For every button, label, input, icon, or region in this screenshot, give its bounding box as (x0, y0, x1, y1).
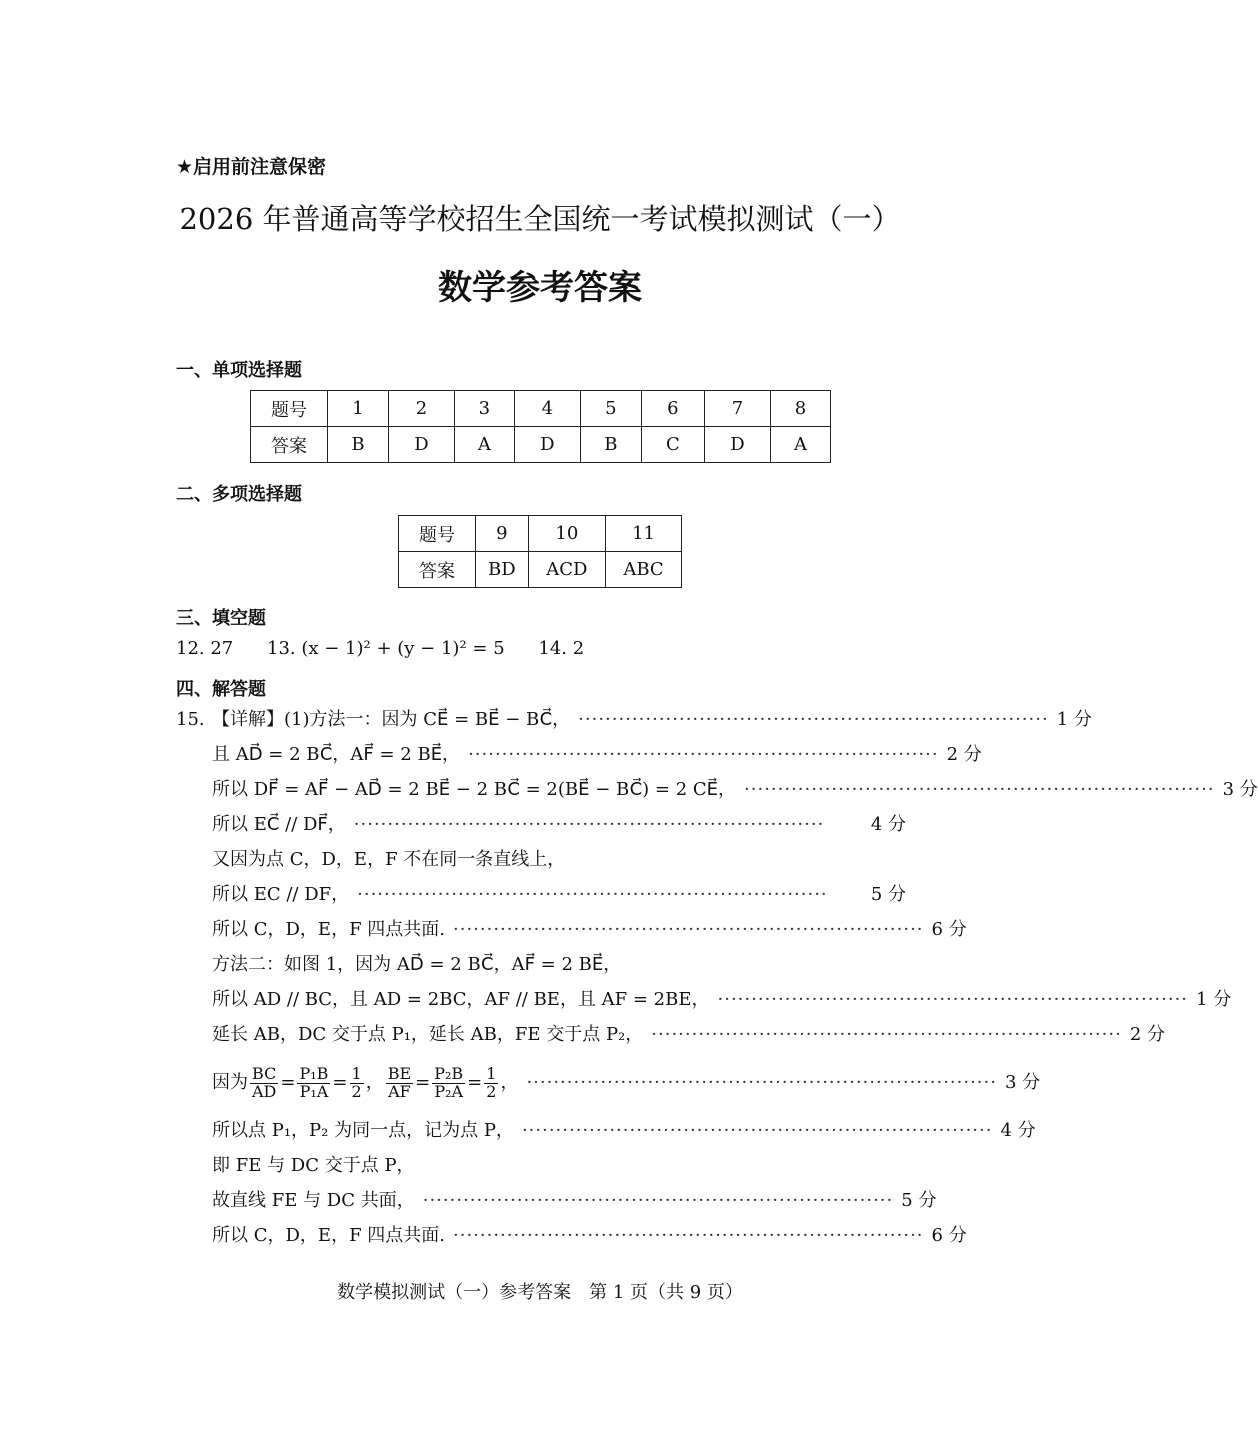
answer-cell: B (328, 427, 389, 463)
question-number: 5 (580, 391, 641, 427)
numerator: 1 (351, 1063, 362, 1083)
answer-cell: C (641, 427, 704, 463)
solution-line (212, 880, 906, 910)
solution-line (212, 1151, 906, 1181)
score-label: 5 分 (901, 1190, 937, 1211)
single-choice-answer-table (250, 390, 831, 463)
question-number: 10 (528, 516, 605, 552)
page-footer: 数学模拟测试（一）参考答案 第 1 页（共 9 页） (337, 1282, 743, 1303)
denominator: 2 (486, 1081, 497, 1101)
question-number: 7 (705, 391, 771, 427)
section-heading-single-choice: 一、单项选择题 (176, 360, 302, 381)
solution-block (212, 705, 1258, 1251)
row-label: 题号 (251, 391, 328, 427)
question-number: 11 (606, 516, 682, 552)
denominator: P₁A (299, 1081, 329, 1101)
score-label: 6 分 (931, 919, 967, 940)
answer-cell: A (454, 427, 514, 463)
dot-leader: ······································································ (453, 919, 924, 940)
answer-cell: A (771, 427, 831, 463)
dot-leader: ······································································ (468, 744, 939, 765)
solution-line (212, 845, 906, 875)
solution-text: 所以 EC // DF， (212, 884, 350, 905)
solution-text: 所以点 P₁，P₂ 为同一点，记为点 P， (212, 1120, 514, 1141)
fraction (386, 1063, 413, 1101)
solution-line (212, 950, 906, 980)
numerator: BC (250, 1066, 278, 1084)
question-number: 4 (514, 391, 580, 427)
solution-line (212, 810, 906, 840)
question-number: 2 (388, 391, 454, 427)
answer-cell: ABC (606, 552, 682, 588)
score-label: 4 分 (870, 814, 906, 835)
numerator: BE (387, 1063, 412, 1083)
question-number: 3 (454, 391, 514, 427)
multiple-choice-answer-table (398, 515, 682, 588)
question-number: 1 (328, 391, 389, 427)
denominator: AD (252, 1081, 277, 1101)
score-label: 2 分 (1129, 1024, 1165, 1045)
numerator: 1 (486, 1063, 497, 1083)
numerator: P₂B (434, 1063, 464, 1083)
solution-line (212, 775, 1258, 805)
row-label: 答案 (399, 552, 476, 588)
equals-sign: = (280, 1072, 296, 1093)
fraction-suffix: ， (500, 1072, 519, 1093)
section-heading-free-response: 四、解答题 (176, 679, 266, 700)
solution-text: 所以 C，D，E，F 四点共面. (212, 919, 445, 940)
solution-line (212, 740, 982, 770)
solution-text: 方法二：如图 1，因为 AD⃗ = 2 BC⃗，AF⃗ = 2 BE⃗， (212, 954, 622, 975)
score-label: 3 分 (1004, 1072, 1041, 1093)
table-row-numbers (399, 516, 682, 552)
table-row-numbers (251, 391, 831, 427)
denominator: AF (388, 1081, 411, 1101)
answer-cell: D (514, 427, 580, 463)
dot-leader: ······································································ (526, 1072, 997, 1093)
solution-text: 所以 EC⃗ // DF⃗， (212, 814, 346, 835)
dot-leader: ······································································ (651, 1024, 1122, 1045)
answer-cell: D (705, 427, 771, 463)
fraction (432, 1063, 465, 1101)
question-number: 6 (641, 391, 704, 427)
score-label: 3 分 (1222, 779, 1258, 800)
answer-cell: BD (476, 552, 529, 588)
solution-text: 故直线 FE 与 DC 共面， (212, 1190, 415, 1211)
answer-cell: D (388, 427, 454, 463)
solution-text: 所以 AD // BC，且 AD = 2BC，AF // BE，且 AF = 2BE， (212, 989, 710, 1010)
question-number: 9 (476, 516, 529, 552)
score-label: 6 分 (931, 1225, 967, 1246)
row-label: 题号 (399, 516, 476, 552)
score-label: 5 分 (870, 884, 906, 905)
solution-line (212, 705, 1092, 735)
score-label: 2 分 (946, 744, 982, 765)
dot-leader: ······································································ (453, 1225, 924, 1246)
solution-line-fractions (212, 1058, 1041, 1108)
fraction-expression (212, 1058, 518, 1108)
solution-text: 所以 DF⃗ = AF⃗ − AD⃗ = 2 BE⃗ − 2 BC⃗ = 2(BE⃗ − BC⃗) = 2 CE⃗， (212, 779, 737, 800)
dot-leader: ······································································ (422, 1190, 894, 1211)
dot-leader: ······································································ (717, 989, 1189, 1010)
equals-sign: = (415, 1072, 431, 1093)
fill-in-answers (176, 638, 612, 659)
fraction (297, 1063, 330, 1101)
solution-text: 延长 AB，DC 交于点 P₁，延长 AB，FE 交于点 P₂， (212, 1024, 644, 1045)
table-row-answers (399, 552, 682, 588)
solution-text: 即 FE 与 DC 交于点 P， (212, 1155, 415, 1176)
fill-answer-12: 12. 27 (176, 638, 234, 659)
table-row-answers (251, 427, 831, 463)
dot-leader: ······································································ (353, 814, 825, 835)
solution-line (212, 915, 967, 945)
section-heading-multiple-choice: 二、多项选择题 (176, 484, 302, 505)
dot-leader: ······································································ (521, 1120, 993, 1141)
separator: ， (365, 1072, 384, 1093)
score-label: 1 分 (1056, 709, 1092, 730)
exam-title: 2026 年普通高等学校招生全国统一考试模拟测试（一） (179, 202, 901, 236)
score-label: 4 分 (1000, 1120, 1036, 1141)
solution-text: 又因为点 C，D，E，F 不在同一条直线上， (212, 849, 566, 870)
section-heading-fill-in: 三、填空题 (176, 608, 266, 629)
dot-leader: ······································································ (357, 884, 828, 905)
solution-line (212, 1186, 937, 1216)
score-label: 1 分 (1196, 989, 1232, 1010)
fill-answer-14: 14. 2 (538, 638, 585, 659)
subject-title: 数学参考答案 (438, 268, 642, 308)
answer-cell: ACD (528, 552, 605, 588)
question-number-15: 15. (176, 709, 205, 730)
fraction (250, 1063, 278, 1101)
fraction (484, 1063, 498, 1101)
dot-leader: ······································································ (744, 779, 1215, 800)
solution-line (212, 1116, 1036, 1146)
solution-line (212, 1221, 967, 1251)
solution-text: 且 AD⃗ = 2 BC⃗，AF⃗ = 2 BE⃗， (212, 744, 461, 765)
equals-sign: = (467, 1072, 483, 1093)
question-number: 8 (771, 391, 831, 427)
solution-line (212, 1020, 1165, 1050)
confidential-notice: ★启用前注意保密 (176, 156, 327, 178)
answer-cell: B (580, 427, 641, 463)
equals-sign: = (332, 1072, 348, 1093)
solution-text: 【详解】(1)方法一：因为 CE⃗ = BE⃗ − BC⃗， (212, 709, 571, 730)
fraction-prefix: 因为 (212, 1072, 248, 1093)
dot-leader: ······································································ (578, 709, 1049, 730)
solution-text: 所以 C，D，E，F 四点共面. (212, 1225, 445, 1246)
fill-answer-13: 13. (x − 1)² + (y − 1)² = 5 (267, 638, 505, 659)
fraction (350, 1063, 364, 1101)
solution-line (212, 985, 1232, 1015)
denominator: 2 (351, 1081, 362, 1101)
row-label: 答案 (251, 427, 328, 463)
numerator: P₁B (299, 1063, 329, 1083)
denominator: P₂A (434, 1081, 464, 1101)
